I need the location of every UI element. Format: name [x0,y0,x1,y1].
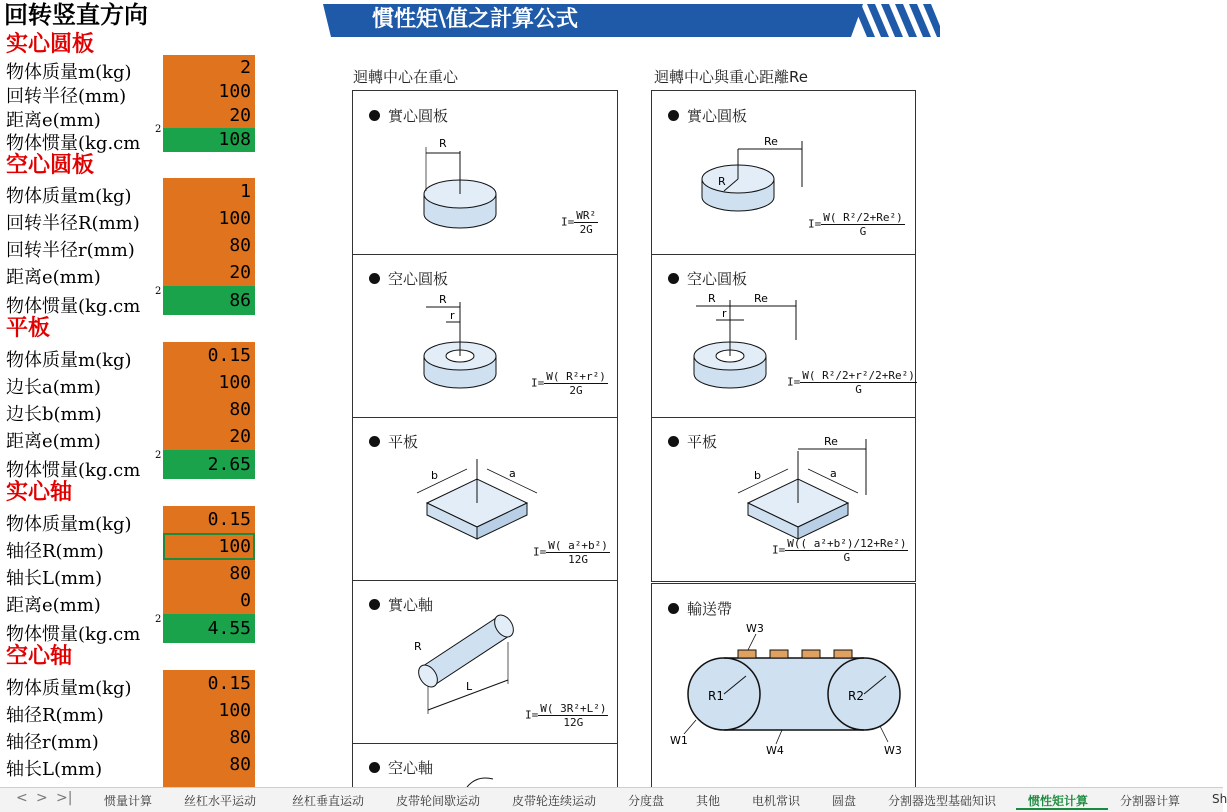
bullet-icon [369,762,380,773]
result-label: 物体惯量(kg.cm [6,133,141,154]
row-label: 物体质量m(kg) [6,62,132,83]
input-cell[interactable]: 80 [163,232,255,259]
tab-disc[interactable]: 圆盘 [832,794,857,808]
row-label: 物体质量m(kg) [6,350,132,371]
cell-title: 實心軸 [369,594,433,615]
hollow-disc-diagram [413,292,543,402]
row-label: 距离e(mm) [6,595,101,616]
tab-moment-inertia-active[interactable]: 惯性矩计算 [1028,794,1089,808]
input-cell[interactable]: 0.15 [163,342,255,369]
superscript: 2 [155,124,162,135]
tab-inertia-calc[interactable]: 惯量计算 [104,794,153,808]
svg-text:R: R [439,293,447,306]
input-cell[interactable]: 20 [163,104,255,128]
tab-pulley-intermittent[interactable]: 皮带轮间歇运动 [396,794,481,808]
bullet-icon [369,436,380,447]
cell-title: 實心圓板 [668,105,747,126]
bullet-icon [369,110,380,121]
svg-text:R2: R2 [848,689,864,703]
row-label: 物体质量m(kg) [6,678,132,699]
bullet-icon [369,599,380,610]
formula: I= $\frac{\text{W( a²+b²)}}{12G}$ [533,539,608,566]
row-label: 轴径R(mm) [6,705,104,726]
formula: I= $\frac{\text{W( 3R²+L²)}}{12G}$ [525,702,607,729]
last-sheet-button[interactable]: >| [56,790,73,806]
section-plate: 平板 [6,315,51,341]
input-cell[interactable]: 20 [163,259,255,286]
solid-disc-diagram [413,131,533,241]
formula: I= $\frac{\text{W( R²+r²)}}{2G}$ [531,370,606,397]
selected-input-cell[interactable]: 100 [163,533,255,560]
formula-table-col1 [352,90,618,812]
row-label: 回转半径R(mm) [6,213,140,234]
result-label: 物体惯量(kg.cm [6,296,141,317]
sheet-title: 回转竖直方向 [4,0,148,29]
tab-other[interactable]: 其他 [696,794,721,808]
input-cell[interactable]: 2 [163,55,255,80]
section-solid-shaft: 实心轴 [6,479,73,505]
result-cell[interactable]: 108 [163,128,255,152]
bullet-icon [668,436,679,447]
cell-hollow-disc [353,254,617,418]
svg-text:W3: W3 [884,744,902,757]
formula-table-col2 [651,90,916,582]
tab-index-plate[interactable]: 分度盘 [628,794,665,808]
result-cell[interactable]: 2.65 [163,450,255,479]
input-cell[interactable]: 100 [163,697,255,724]
section-hollow-disc: 空心圆板 [6,152,95,178]
tab-indexer-basics[interactable]: 分割器选型基础知识 [888,794,997,808]
svg-text:Re: Re [764,135,778,148]
svg-text:a: a [830,467,837,480]
formula: I= $\frac{\text{W( R²/2+Re²)}}{G}$ [808,211,903,238]
input-cell[interactable]: 80 [163,724,255,751]
input-cell[interactable]: 0.15 [163,506,255,533]
result-label: 物体惯量(kg.cm [6,460,141,481]
tab-pulley-continuous[interactable]: 皮带轮连续运动 [512,794,597,808]
svg-text:W3: W3 [746,622,764,635]
svg-text:R: R [439,137,447,150]
tab-sh-partial[interactable]: Sh [1212,792,1227,806]
svg-text:b: b [754,469,761,482]
cell-plate [353,417,617,581]
cell-solid-disc-offset [652,91,915,255]
formula: I= $\frac{\text{WR²}}{2G}$ [561,209,597,236]
svg-text:Re: Re [754,292,768,305]
solid-disc-offset-diagram [698,131,818,221]
row-label: 轴长L(mm) [6,759,103,780]
svg-text:r: r [450,309,455,322]
cell-title: 實心圓板 [369,105,448,126]
cell-title: 輸送帶 [668,598,732,619]
next-sheet-button[interactable]: > [36,790,48,806]
bullet-icon [369,273,380,284]
cell-title: 平板 [668,431,717,452]
row-label: 回转半径(mm) [6,86,127,107]
conveyor-belt-diagram [666,620,906,770]
tab-motor-knowledge[interactable]: 电机常识 [752,794,801,808]
svg-text:a: a [509,467,516,480]
row-label: 轴径r(mm) [6,732,99,753]
column-header-1: 迴轉中心在重心 [353,68,459,86]
prev-sheet-button[interactable]: < [16,790,28,806]
tab-screw-vertical[interactable]: 丝杠垂直运动 [292,794,365,808]
svg-text:R: R [708,292,716,305]
cell-plate-offset [652,417,915,581]
input-cell[interactable]: 100 [163,205,255,232]
section-hollow-shaft: 空心轴 [6,643,73,669]
section-solid-disc: 实心圆板 [6,31,95,57]
row-label: 边长b(mm) [6,404,102,425]
cell-conveyor-belt [651,583,916,812]
input-cell[interactable]: 0 [163,587,255,614]
input-cell[interactable]: 80 [163,396,255,423]
banner-title: 慣性矩\值之計算公式 [372,7,579,32]
input-cell[interactable]: 80 [163,751,255,778]
tab-indexer-calc[interactable]: 分割器计算 [1120,794,1181,808]
bullet-icon [668,273,679,284]
plate-diagram [403,451,543,541]
result-label: 物体惯量(kg.cm [6,624,141,645]
svg-text:R1: R1 [708,689,724,703]
input-cell[interactable]: 80 [163,560,255,587]
row-label: 物体质量m(kg) [6,186,132,207]
bullet-icon [668,603,679,614]
hollow-disc-offset-diagram [692,290,802,400]
formula: I= $\frac{\text{W(( a²+b²)/12+Re²)}}{G}$ [772,537,907,564]
result-cell[interactable]: 86 [163,286,255,315]
row-label: 距离e(mm) [6,110,101,131]
column-header-2: 迴轉中心與重心距離Re [654,68,808,86]
cell-hollow-disc-offset [652,254,915,418]
row-label: 距离e(mm) [6,267,101,288]
cell-title: 空心圓板 [668,268,747,289]
input-cell[interactable]: 100 [163,80,255,104]
result-cell[interactable]: 4.55 [163,614,255,643]
cell-title: 空心圓板 [369,268,448,289]
cell-title: 平板 [369,431,418,452]
input-cell[interactable]: 100 [163,369,255,396]
input-cell[interactable]: 20 [163,423,255,450]
svg-text:W1: W1 [670,734,688,747]
solid-shaft-diagram [408,610,528,720]
svg-text:Re: Re [824,435,838,448]
cell-solid-disc [353,91,617,255]
cell-solid-shaft [353,580,617,744]
sheet-tab-bar [0,787,1227,812]
formula: I= $\frac{\text{W( R²/2+r²/2+Re²)}}{G}$ [787,369,915,396]
plate-offset-diagram [732,431,892,541]
row-label: 物体质量m(kg) [6,514,132,535]
svg-text:W4: W4 [766,744,784,757]
svg-text:L: L [466,680,473,693]
superscript: 2 [155,286,162,297]
svg-text:R: R [718,175,726,188]
cell-title: 空心軸 [369,757,433,778]
tab-screw-horizontal[interactable]: 丝杠水平运动 [184,794,257,808]
input-cell[interactable]: 1 [163,178,255,205]
svg-text:b: b [431,469,438,482]
svg-text:R: R [414,640,422,653]
svg-text:r: r [722,307,727,320]
active-tab-underline [1016,808,1108,810]
superscript: 2 [155,450,162,461]
row-label: 轴径R(mm) [6,541,104,562]
row-label: 边长a(mm) [6,377,101,398]
input-cell[interactable]: 0.15 [163,670,255,697]
bullet-icon [668,110,679,121]
superscript: 2 [155,614,162,625]
row-label: 轴长L(mm) [6,568,103,589]
row-label: 距离e(mm) [6,431,101,452]
row-label: 回转半径r(mm) [6,240,135,261]
